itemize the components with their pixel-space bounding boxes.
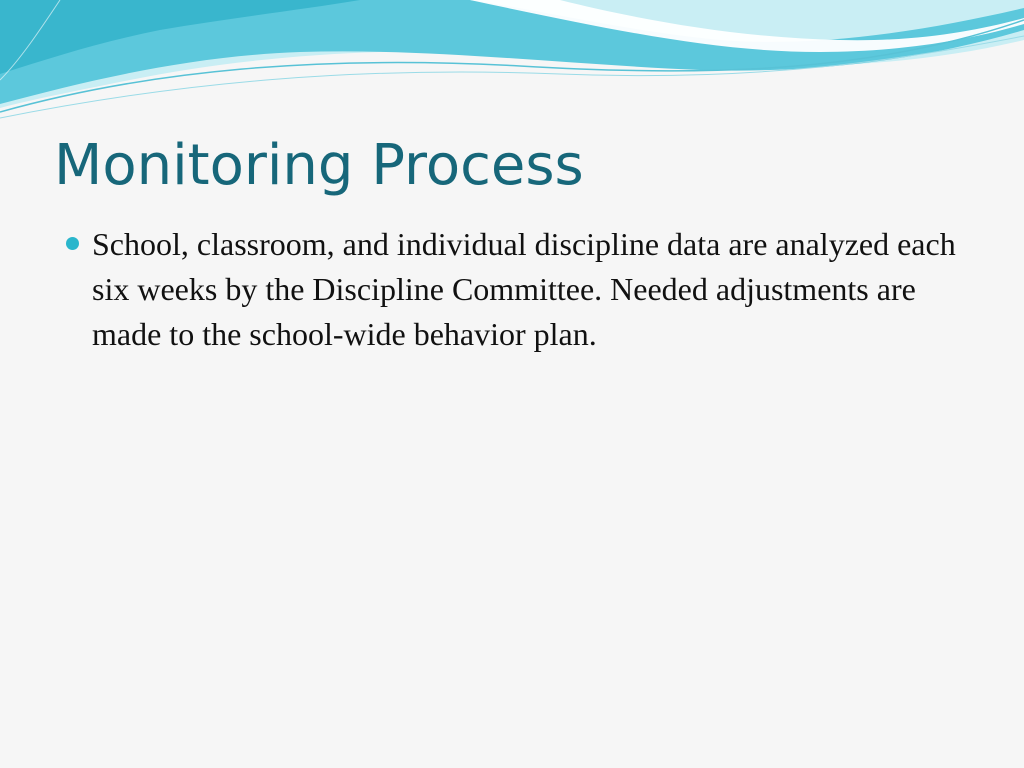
- bullet-list: [62, 222, 962, 357]
- header-wave-decoration: [0, 0, 1024, 130]
- bullet-item: [62, 222, 962, 357]
- slide-title: Monitoring Process: [54, 133, 584, 198]
- bullet-text: School, classroom, and individual discipline data are analyzed each six weeks by the Discipline Committee. Needed adjustments are made to the school-wide behavior plan.: [92, 226, 956, 352]
- bullet-dot-icon: [66, 237, 79, 250]
